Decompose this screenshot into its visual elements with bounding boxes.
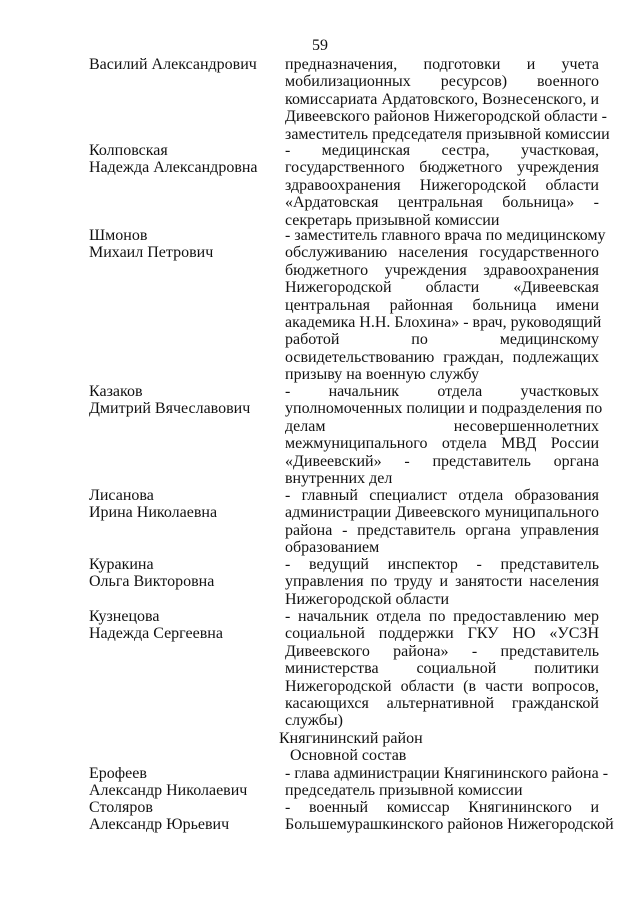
role-line: мобилизационных ресурсов) военного bbox=[285, 73, 599, 91]
member-name-line: Колповская bbox=[89, 142, 168, 159]
member-name-line: Столяров bbox=[89, 799, 153, 816]
member-name-line: Василий Александрович bbox=[89, 56, 257, 73]
member-role bbox=[285, 487, 599, 557]
member-role bbox=[285, 142, 599, 229]
role-line: - медицинская сестра, участковая, bbox=[285, 142, 599, 159]
member-name bbox=[89, 142, 279, 177]
member-role bbox=[285, 799, 614, 834]
role-line: межмуниципального отдела МВД России bbox=[285, 435, 599, 453]
member-name-line: Кузнецова bbox=[89, 608, 160, 625]
role-line: Нижегородской области bbox=[285, 590, 450, 608]
role-line: Большемурашкинского районов Нижегородской bbox=[285, 816, 614, 834]
role-line: социальной поддержки ГКУ НО «УСЗН bbox=[285, 625, 599, 643]
district-heading: Княгининский район bbox=[279, 730, 423, 747]
role-line: государственного бюджетного учреждения bbox=[285, 159, 599, 177]
role-line: - начальник отдела по предоставлению мер bbox=[285, 608, 599, 625]
role-line: управления по труду и занятости населения bbox=[285, 573, 599, 591]
member-name bbox=[89, 56, 279, 73]
role-line: председатель призывной комиссии bbox=[285, 782, 523, 800]
role-line: «Ардатовская центральная больница» - bbox=[285, 194, 599, 212]
role-line: предназначения, подготовки и учета bbox=[285, 56, 599, 73]
member-name-line: Надежда Сергеевна bbox=[89, 625, 223, 643]
role-line: комиссариата Ардатовского, Вознесенского, и bbox=[285, 90, 599, 108]
role-line: образованием bbox=[285, 539, 380, 557]
member-name bbox=[89, 383, 279, 418]
role-line: секретарь призывной комиссии bbox=[285, 211, 500, 229]
member-role bbox=[285, 227, 606, 384]
role-line: делам несовершеннолетних bbox=[285, 417, 599, 435]
role-line: здравоохранения Нижегородской области bbox=[285, 176, 599, 194]
member-name-line: Шмонов bbox=[89, 227, 148, 244]
role-line: администрации Дивеевского муниципального bbox=[285, 504, 599, 522]
member-role bbox=[285, 556, 599, 608]
role-line: - ведущий инспектор - представитель bbox=[285, 556, 599, 573]
role-line: Дивеевского района» - представитель bbox=[285, 642, 599, 660]
role-line: внутренних дел bbox=[285, 469, 393, 487]
role-line: бюджетного учреждения здравоохранения bbox=[285, 261, 599, 279]
member-name-line: Казаков bbox=[89, 383, 143, 400]
role-line: Нижегородской области «Дивеевская bbox=[285, 279, 599, 297]
member-name-line: Михаил Петрович bbox=[89, 244, 214, 262]
member-name-line: Надежда Александровна bbox=[89, 159, 258, 177]
member-role bbox=[285, 56, 610, 143]
page-number: 59 bbox=[312, 37, 328, 54]
role-line: - заместитель главного врача по медицинскому bbox=[285, 227, 606, 244]
role-line: Дивеевского районов Нижегородской области - bbox=[285, 108, 607, 126]
member-name bbox=[89, 556, 279, 591]
member-name-line: Дмитрий Вячеславович bbox=[89, 400, 251, 418]
member-role bbox=[285, 608, 599, 730]
composition-heading: Основной состав bbox=[290, 747, 407, 764]
member-name bbox=[89, 227, 279, 262]
member-name-line: Куракина bbox=[89, 556, 154, 573]
role-line: освидетельствованию граждан, подлежащих bbox=[285, 348, 599, 366]
role-line: министерства социальной политики bbox=[285, 660, 599, 678]
member-name bbox=[89, 487, 279, 522]
role-line: центральная районная больница имени bbox=[285, 296, 599, 314]
member-name-line: Александр Юрьевич bbox=[89, 816, 230, 834]
member-name bbox=[89, 765, 279, 800]
member-name-line: Ерофеев bbox=[89, 765, 147, 782]
member-name-line: Александр Николаевич bbox=[89, 782, 248, 800]
role-line: призыву на военную службу bbox=[285, 366, 479, 384]
role-line: - военный комиссар Княгининского и bbox=[285, 799, 599, 816]
role-line: Нижегородской области (в части вопросов, bbox=[285, 677, 599, 695]
member-role bbox=[285, 383, 603, 487]
role-line: «Дивеевский» - представитель органа bbox=[285, 452, 599, 470]
role-line: - глава администрации Княгининского района - bbox=[285, 765, 609, 782]
role-line: - начальник отдела участковых bbox=[285, 383, 599, 400]
role-line: касающихся альтернативной гражданской bbox=[285, 694, 599, 712]
member-name-line: Ольга Викторовна bbox=[89, 573, 215, 591]
role-line: уполномоченных полиции и подразделения по bbox=[285, 400, 603, 418]
role-line: - главный специалист отдела образования bbox=[285, 487, 599, 504]
member-name bbox=[89, 799, 279, 834]
member-name-line: Лисанова bbox=[89, 487, 154, 504]
role-line: службы) bbox=[285, 712, 343, 730]
member-name bbox=[89, 608, 279, 643]
role-line: обслуживанию населения государственного bbox=[285, 244, 599, 262]
role-line: академика Н.Н. Блохина» - врач, руководящий bbox=[285, 313, 602, 331]
member-name-line: Ирина Николаевна bbox=[89, 504, 218, 522]
member-role bbox=[285, 765, 609, 800]
role-line: района - представитель органа управления bbox=[285, 521, 599, 539]
role-line: работой по медицинскому bbox=[285, 331, 599, 349]
role-line: заместитель председателя призывной комиссии bbox=[285, 125, 610, 143]
